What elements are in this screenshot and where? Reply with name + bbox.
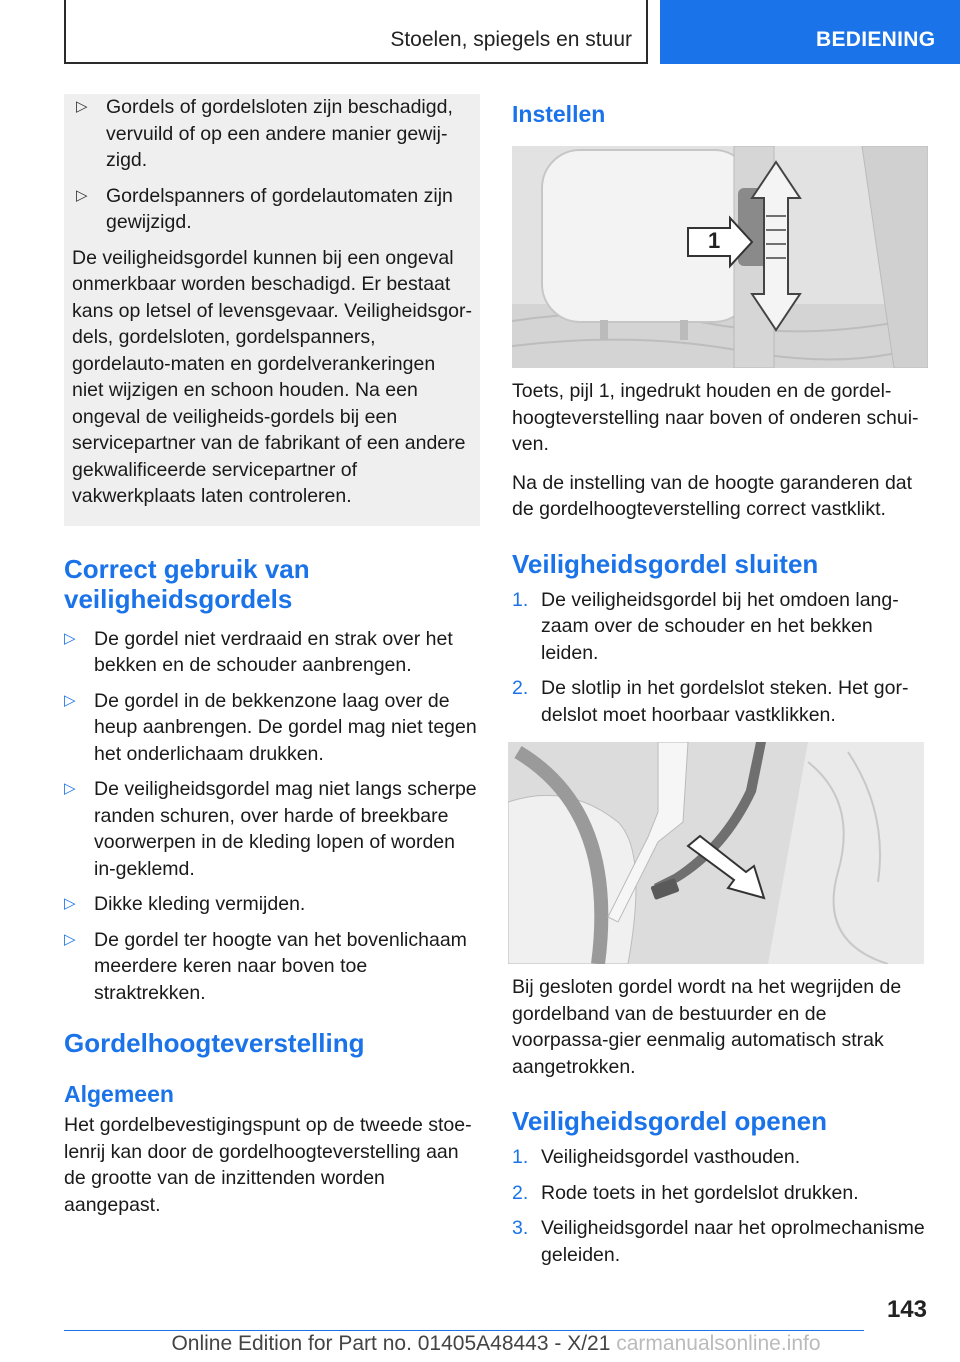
height-adjust-heading: Gordelhoogteverstelling	[64, 1028, 365, 1058]
buckle-figure	[508, 742, 924, 964]
section-title: Stoelen, spiegels en stuur	[390, 28, 632, 51]
chapter-tab-label: BEDIENING	[816, 28, 936, 51]
instellen-caption: Toets, pijl 1, ingedrukt houden en de gordel-hoogteverstelling naar boven of onderen schui-ven.	[512, 380, 919, 455]
warning-bullets	[72, 94, 472, 236]
list-item: 3. Veiligheidsgordel naar het oprolmechanisme geleiden.	[512, 1217, 925, 1266]
close-belt-heading: Veiligheidsgordel sluiten	[512, 548, 819, 579]
close-belt-steps	[512, 587, 928, 729]
watermark: carmanualsonline.info	[616, 1332, 821, 1355]
triangle-bullet-icon: ▷	[64, 780, 76, 797]
buckle-illustration	[508, 742, 924, 964]
list-item: ▷ Gordels of gordelsloten zijn beschadigd, vervuild of op een andere manier gewij-zigd.	[76, 96, 453, 171]
triangle-bullet-icon: ▷	[64, 895, 76, 912]
page-number: 143	[886, 1296, 927, 1323]
warning-paragraph: De veiligheidsgordel kunnen bij een ongeval onmerkbaar worden beschadigd. Er bestaat kans op letsel of levensgevaar. Veiligheidsgor-dels, gordelsloten, gordelspanners, gordelauto-maten en gordelverankeringen niet wijzigen en schoon houden. Na een ongeval de veiligheids-gordels bij een servicepartner van de fabrikant of een andere gekwalificeerde servicepartner of vakwerkplaats laten controleren.	[72, 246, 472, 507]
height-adjust-paragraph: Het gordelbevestigingspunt op de tweede stoe-lenrij kan door de gordelhoogteverstelling aan de grootte van de inzittenden worden aangepast.	[64, 1114, 472, 1216]
figure-callout-label: 1	[708, 228, 721, 253]
list-item: ▷ De gordel niet verdraaid en strak over het bekken en de schouder aanbrengen.	[64, 627, 453, 676]
open-belt-steps	[512, 1144, 928, 1268]
list-item: 2. Rode toets in het gordelslot drukken.	[512, 1181, 859, 1204]
close-belt-paragraph: Bij gesloten gordel wordt na het wegrijden de gordelband van de bestuurder en de voorpassa-gier eenmalig automatisch strak aangetrokken.	[512, 976, 902, 1078]
triangle-bullet-icon: ▷	[76, 98, 88, 115]
triangle-bullet-icon: ▷	[64, 930, 76, 948]
general-subheading: Algemeen	[64, 1081, 174, 1107]
list-item: ▷ De gordel ter hoogte van het bovenlichaam meerdere keren naar boven toe straktrekken.	[64, 928, 467, 1004]
instellen-heading: Instellen	[512, 101, 606, 127]
warning-box	[64, 94, 480, 526]
header-box	[64, 0, 648, 64]
list-item: ▷ Dikke kleding vermijden.	[64, 891, 480, 918]
list-item: ▷ Gordelspanners of gordelautomaten zijn gewijzigd.	[76, 184, 453, 233]
triangle-bullet-icon: ▷	[76, 186, 88, 204]
list-item: 2. De slotlip in het gordelslot steken. Het gor-delslot moet hoorbaar vastklikken.	[512, 677, 909, 726]
headrest-figure	[512, 146, 928, 368]
list-item: ▷ De veiligheidsgordel mag niet langs scherpe randen schuren, over harde of breekbare voorwerpen in de kleding lopen of worden in-geklemd.	[64, 778, 477, 880]
left-column	[64, 96, 480, 1218]
correct-use-heading: Correct gebruik van veiligheidsgordels	[64, 553, 310, 614]
chapter-tab[interactable]	[660, 0, 960, 64]
footer-divider	[64, 1330, 864, 1331]
instellen-paragraph: Na de instelling van de hoogte garanderen dat de gordelhoogteverstelling correct vastklikt.	[512, 471, 913, 520]
footer-edition: Online Edition for Part no. 01405A48443 - X/21 carmanualsonline.info	[171, 1332, 821, 1355]
correct-use-list	[64, 626, 480, 1007]
triangle-bullet-icon: ▷	[64, 629, 76, 647]
headrest-illustration	[512, 146, 928, 368]
list-item: ▷ De gordel in de bekkenzone laag over de heup aanbrengen. De gordel mag niet tegen het onderlichaam drukken.	[64, 689, 477, 765]
open-belt-heading: Veiligheidsgordel openen	[512, 1106, 827, 1136]
list-item: 1. De veiligheidsgordel bij het omdoen lang-zaam over de schouder en het bekken leiden.	[512, 588, 899, 664]
triangle-bullet-icon: ▷	[64, 691, 76, 709]
right-column	[512, 100, 928, 1277]
list-item: 1. Veiligheidsgordel vasthouden.	[512, 1146, 801, 1168]
